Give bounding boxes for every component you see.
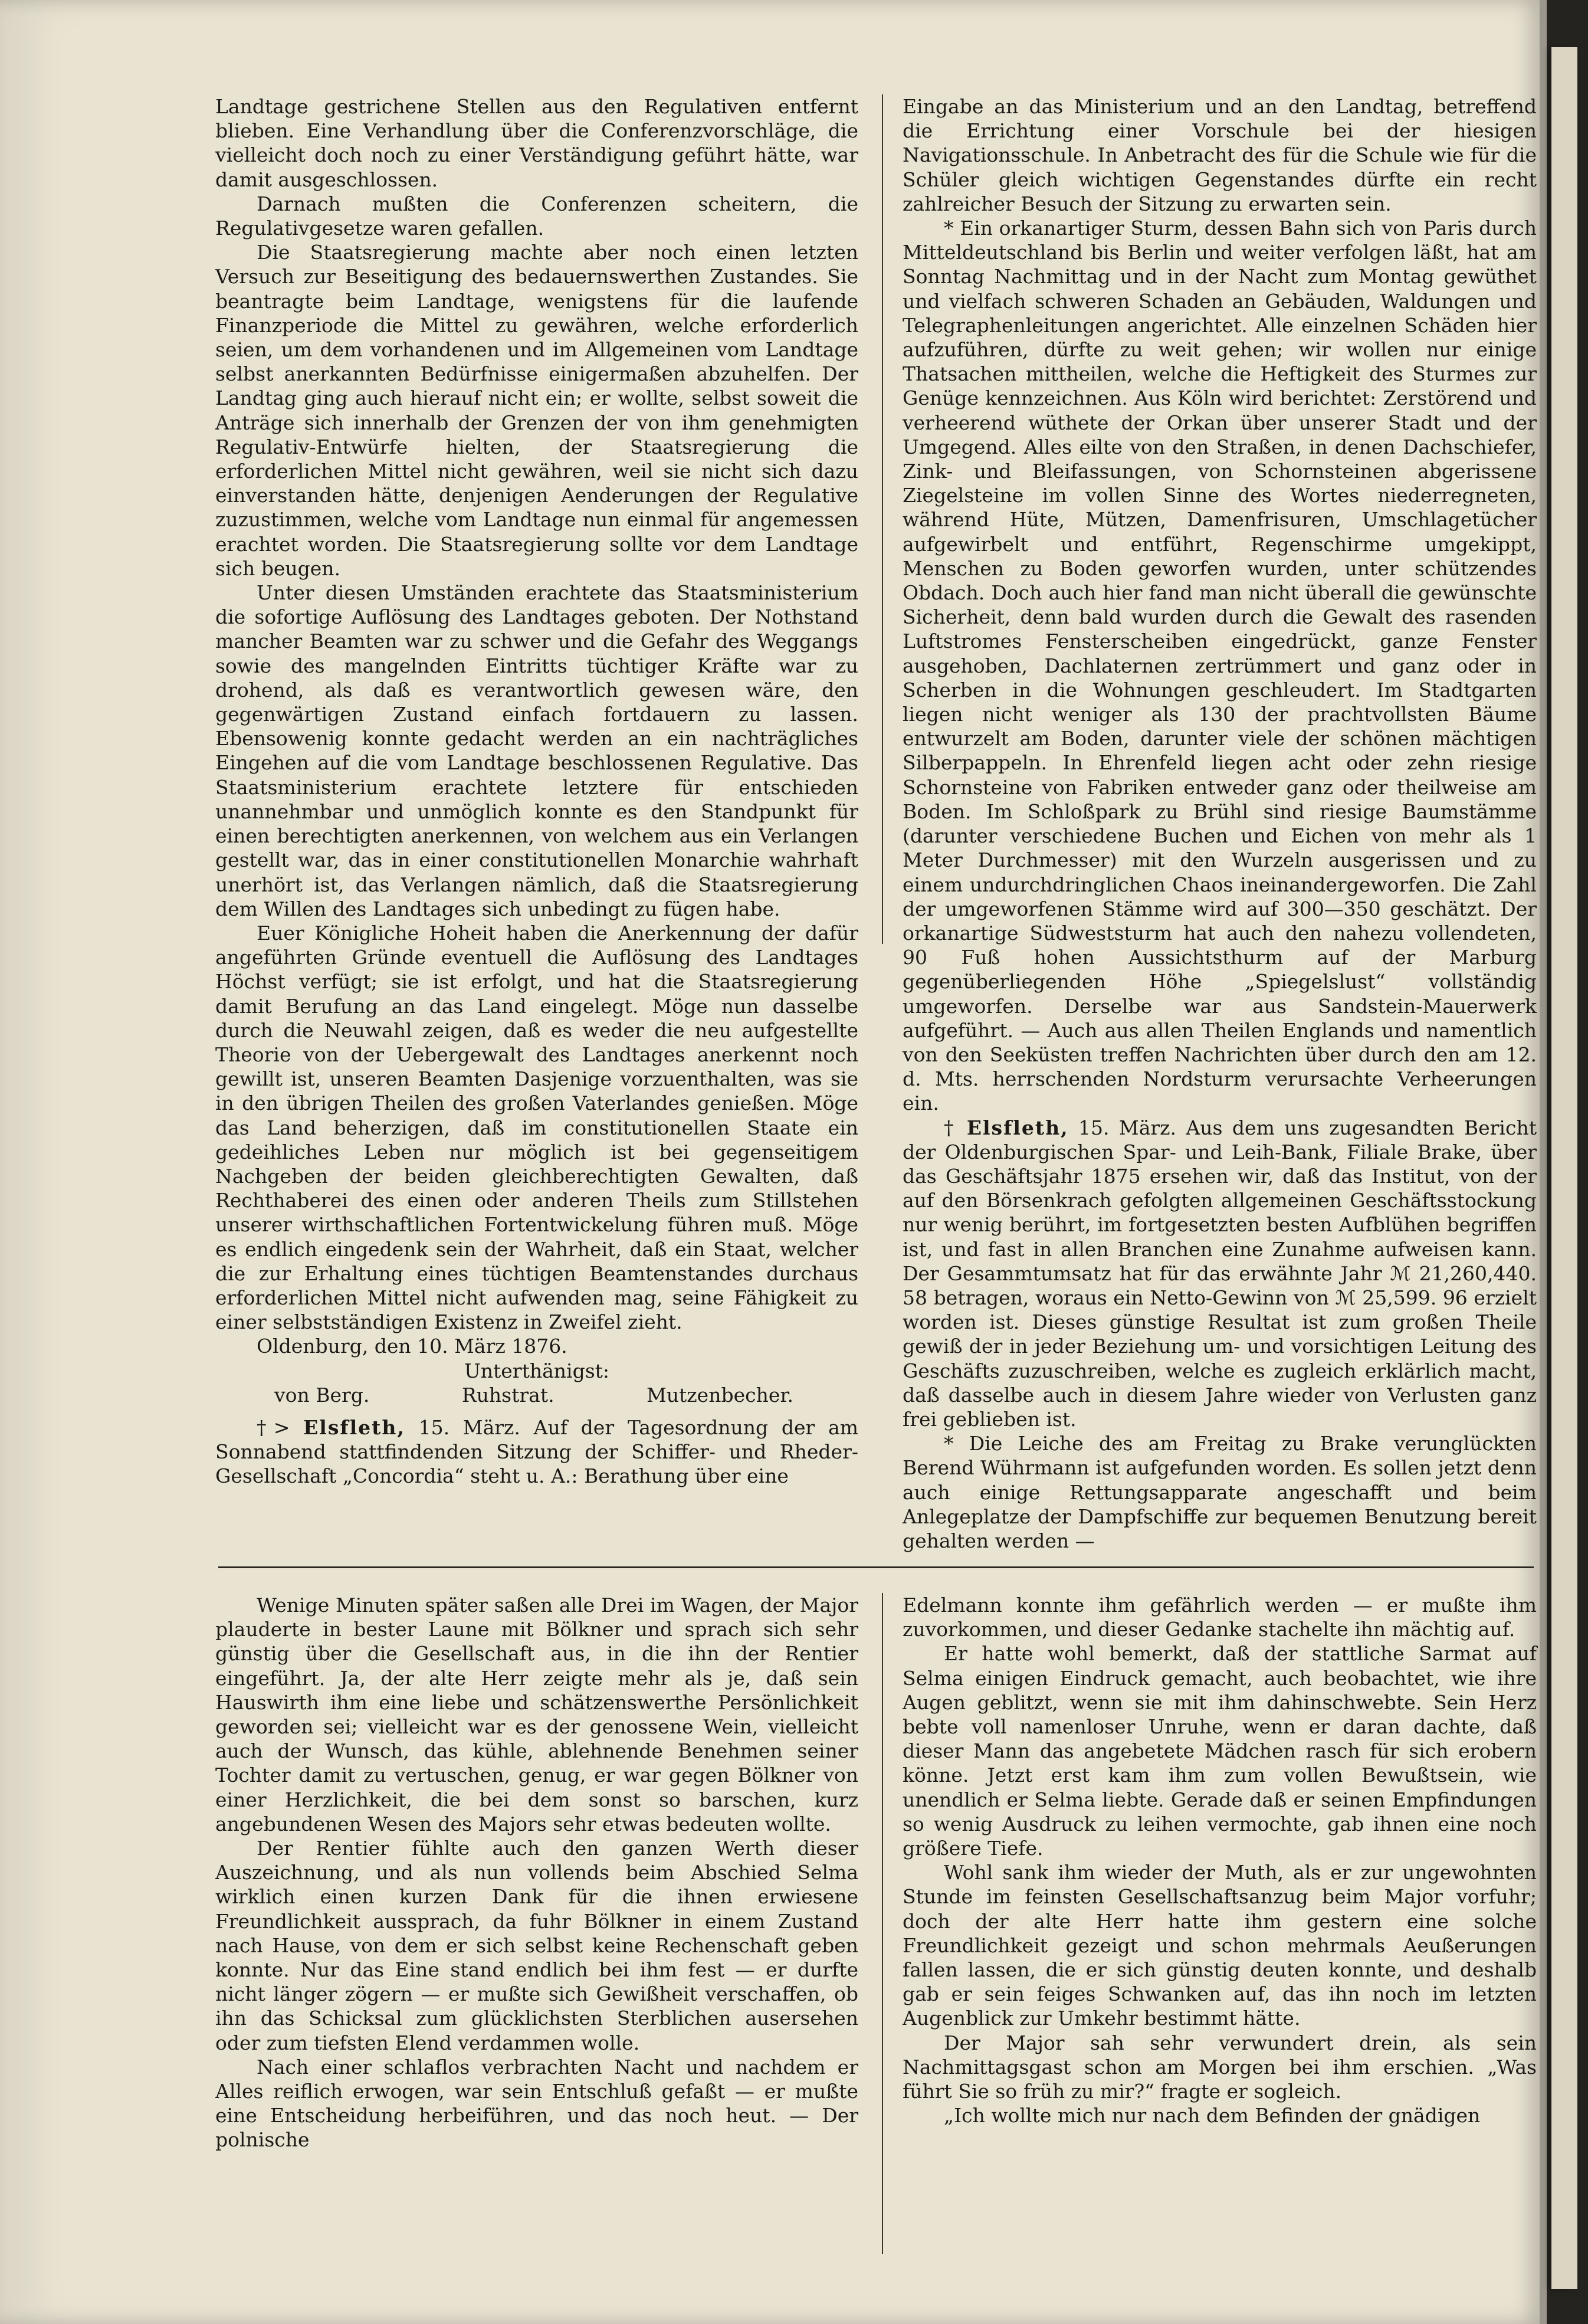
dateline-place: Elsfleth, bbox=[966, 1116, 1069, 1139]
paragraph: Nach einer schlaflos verbrachten Nacht und nachdem er Alles reiflich erwogen, war sein Entschluß gefaßt — er mußte eine Entscheidung herbeiführen, und das noch heut. — Der polnische bbox=[215, 2055, 858, 2152]
column-divider bbox=[882, 94, 883, 944]
signature-subscript: Unterthänigst: bbox=[464, 1359, 610, 1382]
paragraph: Euer Königliche Hoheit haben die Anerkennung der dafür angeführten Gründe eventuell die Auflösung des Landtages Höchst verfügt; sie ist erfolgt, und hat die Staatsregierung damit Berufung an das Land eingelegt. Möge nun dasselbe durch die Neuwahl zeigen, daß es weder die neu aufgestellte Theorie von der Uebergewalt des Landtages anerkennt noch gewillt ist, unseren Beamten Dasjenige vorzuenthalten, was sie in den übrigen Theilen des großen Vaterlandes genießen. Möge das Land beherzigen, daß im constitutionellen Staate ein gedeihliches Leben nur möglich ist bei gegenseitigem Nachgeben der beiden gleichberechtigten Gewalten, daß Rechthaberei des einen oder anderen Theils zum Stillstehen unserer wirthschaftlichen Fortentwickelung führen muß. Möge es endlich eingedenk sein der Wahrheit, daß ein Staat, welcher die zur Erhaltung eines tüchtigen Beamtenstandes durchaus erforderlichen Mittel nicht aufwenden mag, seine Fähigkeit zu einer selbstständigen Existenz in Zweifel zieht. bbox=[215, 921, 858, 1334]
signature-name: Mutzenbecher. bbox=[646, 1383, 793, 1407]
news-item-elsfleth-bank bbox=[903, 1116, 1537, 1432]
dateline-place: Elsfleth, bbox=[303, 1415, 405, 1439]
paragraph: Die Staatsregierung machte aber noch einen letzten Versuch zur Beseitigung des bedauernswerthen Zustandes. Sie beantragte beim Landtage, wenigstens für die laufende Finanzperiode die Mittel zu gewähren, welche erforderlich seien, um dem vorhandenen und im Allgemeinen vom Landtage selbst anerkannten Bedürfnisse einigermaßen abzuhelfen. Der Landtag ging auch hierauf nicht ein; er wollte, selbst soweit die Anträge sich innerhalb der Grenzen der von ihm genehmigten Regulativ-Entwürfe hielten, der Staatsregierung die erforderlichen Mittel nicht gewähren, weil sie nicht sich dazu einverstanden hätte, denjenigen Aenderungen der Regulative zuzustimmen, welche vom Landtage nun einmal für angemessen erachtet worden. Die Staatsregierung sollte vor dem Landtage sich beugen. bbox=[215, 241, 858, 580]
dateline-date: 15. März. bbox=[418, 1415, 520, 1439]
paragraph: * Ein orkanartiger Sturm, dessen Bahn sich von Paris durch Mitteldeutschland bis Berlin und weiter verfolgen läßt, hat am Sonntag Nachmittag und in der Nacht zum Montag gewüthet und vielfach schweren Schaden an Gebäuden, Waldungen und Telegraphenleitungen angerichtet. Alle einzelnen Schäden hier aufzuführen, dürfte zu weit gehen; wir wollen nur einige Thatsachen mittheilen, welche die Heftigkeit des Sturmes zur Genüge kennzeichnen. Aus Köln wird berichtet: Zerstörend und verheerend wüthete der Orkan über unserer Stadt und der Umgegend. Alles eilte von den Straßen, in denen Dachschiefer, Zink- und Bleifassungen, von Schornsteinen abgerissene Ziegelsteine im vollen Sinne des Wortes niederregneten, während Hüte, Mützen, Damenfrisuren, Umschlagetücher aufgewirbelt und entführt, Regenschirme umgekippt, Menschen zu Boden geworfen wurden, unter schützendes Obdach. Doch auch hier fand man nicht überall die gewünschte Sicherheit, denn bald wurden durch die Gewalt des rasenden Luftstromes Fensterscheiben eingedrückt, ganze Fenster ausgehoben, Dachlaternen zertrümmert und ganz oder in Scherben in die Wohnungen geschleudert. Im Stadtgarten liegen nicht weniger als 130 der prachtvollsten Bäume entwurzelt am Boden, darunter viele der schönen mächtigen Silberpappeln. In Ehrenfeld liegen acht oder zehn riesige Schornsteine von Fabriken entweder ganz oder theilweise am Boden. Im Schloßpark zu Brühl sind riesige Baumstämme (darunter verschiedene Buchen und Eichen von mehr als 1 Meter Durchmesser) mit den Wurzeln ausgerissen und zu einem undurchdringlichen Chaos ineinandergeworfen. Die Zahl der umgeworfenen Stämme wird auf 300—350 geschätzt. Der orkanartige Südweststurm hat auch den nahezu vollendeten, 90 Fuß hohen Aussichtsthurm auf der Marburg gegenüberliegenden Höhe „Spiegelslust“ vollständig umgeworfen. Derselbe war aus Sandstein-Mauerwerk aufgeführt. — Auch aus allen Theilen Englands und namentlich von den Seeküsten treffen Nachrichten über durch den am 12. d. Mts. herrschenden Nordsturm verursachte Verheerungen ein. bbox=[903, 217, 1537, 1115]
paragraph: Landtage gestrichene Stellen aus den Regulativen entfernt blieben. Eine Verhandlung über die Conferenzvorschläge, die vielleicht doch noch zu einer Verständigung geführt hätte, war damit ausgeschlossen. bbox=[215, 95, 858, 191]
news-mark: † bbox=[944, 1116, 957, 1139]
column-upper-left bbox=[215, 94, 858, 1489]
paragraph: Der Rentier fühlte auch den ganzen Werth dieser Auszeichnung, und als nun vollends beim Abschied Selma wirklich einen kurzen Dank für die ihnen erwiesene Freundlichkeit aussprach, da fuhr Bölkner in einem Zustand nach Hause, von dem er sich selbst keine Rechenschaft geben konnte. Nur das Eine stand endlich bei ihm fest — er durfte nicht länger zögern — er mußte sich Gewißheit verschaffen, ob ihn das Schicksal zum glücklichsten Sterblichen ausersehen oder zum tiefsten Elend verdammen wolle. bbox=[215, 1837, 858, 2054]
paragraph: Wenige Minuten später saßen alle Drei im Wagen, der Major plauderte in bester Laune mit Bölkner und sprach sich sehr günstig über die Gesellschaft aus, in die ihn der Rentier eingeführt. Ja, der alte Herr zeigte mehr als je, daß sein Hauswirth ihm eine liebe und schätzenswerthe Persönlichkeit geworden sei; vielleicht war es der genossene Wein, vielleicht auch der Wunsch, das kühle, ablehnende Benehmen seiner Tochter damit zu vertuschen, genug, er war gegen Bölkner von einer Herzlichkeit, die bei dem sonst so barschen, kurz angebundenen Wesen des Majors sehr etwas bedeuten wollte. bbox=[215, 1594, 858, 1835]
paragraph: Edelmann konnte ihm gefährlich werden — er mußte ihm zuvorkommen, und dieser Gedanke stachelte ihn mächtig auf. bbox=[903, 1594, 1537, 1641]
feuilleton-separator bbox=[218, 1566, 1534, 1568]
column-lower-right bbox=[903, 1593, 1537, 2128]
paragraph: „Ich wollte mich nur nach dem Befinden der gnädigen bbox=[944, 2104, 1481, 2128]
paragraph: Unter diesen Umständen erachtete das Staatsministerium die sofortige Auflösung des Landtages geboten. Der Nothstand mancher Beamten war zu schwer und die Gefahr des Weggangs sowie des mangelnden Eintritts tüchtiger Kräfte war zu drohend, als daß es verantwortlich gewesen wäre, den gegenwärtigen Zustand einfach fortdauern zu lassen. Ebensowenig konnte gedacht werden an ein nachträgliches Eingehen auf die vom Landtage beschlossenen Regulative. Das Staatsministerium erachtete letztere für entschieden unannehmbar und unmöglich konnte es den Standpunkt für einen berechtigten anerkennen, von welchem aus ein Verlangen gestellt war, das in einer constitutionellen Monarchie wahrhaft unerhört ist, das Verlangen nämlich, daß die Staatsregierung dem Willen des Landtages sich unbedingt zu fügen habe. bbox=[215, 581, 858, 920]
paragraph: * Die Leiche des am Freitag zu Brake verunglückten Berend Wührmann ist aufgefunden worden. Es sollen jetzt denn auch einige Rettungsapparate angeschafft und beim Anlegeplatze der Dampfschiffe zur bequemen Benutzung bereit gehalten werden — bbox=[903, 1432, 1537, 1552]
news-mark: †> bbox=[257, 1415, 290, 1439]
column-lower-left bbox=[215, 1593, 858, 2152]
paragraph: Wohl sank ihm wieder der Muth, als er zur ungewohnten Stunde im feinsten Gesellschaftsanzug beim Major vorfuhr; doch der alte Herr hatte ihm gestern eine solche Freundlichkeit gezeigt und schon mehrmals Aeußerungen fallen lassen, die er sich günstig deuten konnte, und deshalb gab er sein feiges Schwanken auf, das ihn noch im letzten Augenblick zur Umkehr bestimmt hätte. bbox=[903, 1861, 1537, 2030]
column-divider bbox=[882, 1593, 883, 2254]
news-text: Aus dem uns zugesandten Bericht der Oldenburgischen Spar- und Leih-Bank, Filiale Brake, über das Geschäftsjahr 1875 ersehen wir, daß das Institut, von der auf den Börsenkrach gefolgten allgemeinen Geschäftsstockung nur wenig berührt, im fortgesetzten besten Aufblühen begriffen ist, und fast in allen Branchen eine Zunahme aufweisen kann. Der Gesammtumsatz hat für das erwähnte Jahr ℳ 21,260,440. 58 betragen, woraus ein Netto-Gewinn von ℳ 25,599. 96 erzielt worden ist. Dieses günstige Resultat ist zum großen Theile gewiß der in jeder Beziehung um- und vorsichtigen Leitung des Geschäfts zuzuschreiben, welche es zugleich erklärlich macht, daß dasselbe auch in diesem Jahre wieder von Verlusten ganz frei geblieben ist. bbox=[903, 1116, 1537, 1431]
next-page-edge bbox=[1551, 47, 1577, 2289]
signature-place-date: Oldenburg, den 10. März 1876. bbox=[257, 1335, 567, 1358]
paragraph: Er hatte wohl bemerkt, daß der stattliche Sarmat auf Selma einigen Eindruck gemacht, auch beobachtet, wie ihre Augen geblitzt, wenn sie mit ihm dahinschwebte. Sein Herz bebte voll namenloser Unruhe, wenn er daran dachte, daß dieser Mann das angebetete Mädchen rasch für sich erobern könne. Jetzt erst kam ihm zum vollen Bewußtsein, wie unendlich er Selma liebte. Gerade daß er seinen Empfindungen so wenig Ausdruck zu leihen vermochte, gab ihnen eine noch größere Tiefe. bbox=[903, 1642, 1537, 1860]
signature-name: Ruhstrat. bbox=[461, 1383, 555, 1407]
news-item-elsfleth-concordia bbox=[215, 1415, 858, 1489]
column-upper-right bbox=[903, 94, 1537, 1553]
paragraph: Darnach mußten die Conferenzen scheitern, die Regulativgesetze waren gefallen. bbox=[215, 192, 858, 240]
dateline-date: 15. März. bbox=[1078, 1116, 1177, 1139]
signature-names bbox=[215, 1383, 858, 1407]
news-text: Auf der Tagesordnung der am Sonnabend stattfindenden Sitzung der Schiffer- und Rheder-Gesellschaft „Concordia“ steht u. A.: Berathung über eine bbox=[215, 1415, 859, 1488]
paragraph: Der Major sah sehr verwundert drein, als sein Nachmittagsgast schon am Morgen bei ihm erschien. „Was führt Sie so früh zu mir?“ fragte er sogleich. bbox=[903, 2031, 1537, 2103]
paragraph: Eingabe an das Ministerium und an den Landtag, betreffend die Errichtung einer Vorschule bei der hiesigen Navigationsschule. In Anbetracht des für die Schule wie für die Schüler gleich wichtigen Gegenstandes dürfte ein recht zahlreicher Besuch der Sitzung zu erwarten sein. bbox=[903, 95, 1537, 215]
signature-name: von Berg. bbox=[274, 1383, 370, 1407]
